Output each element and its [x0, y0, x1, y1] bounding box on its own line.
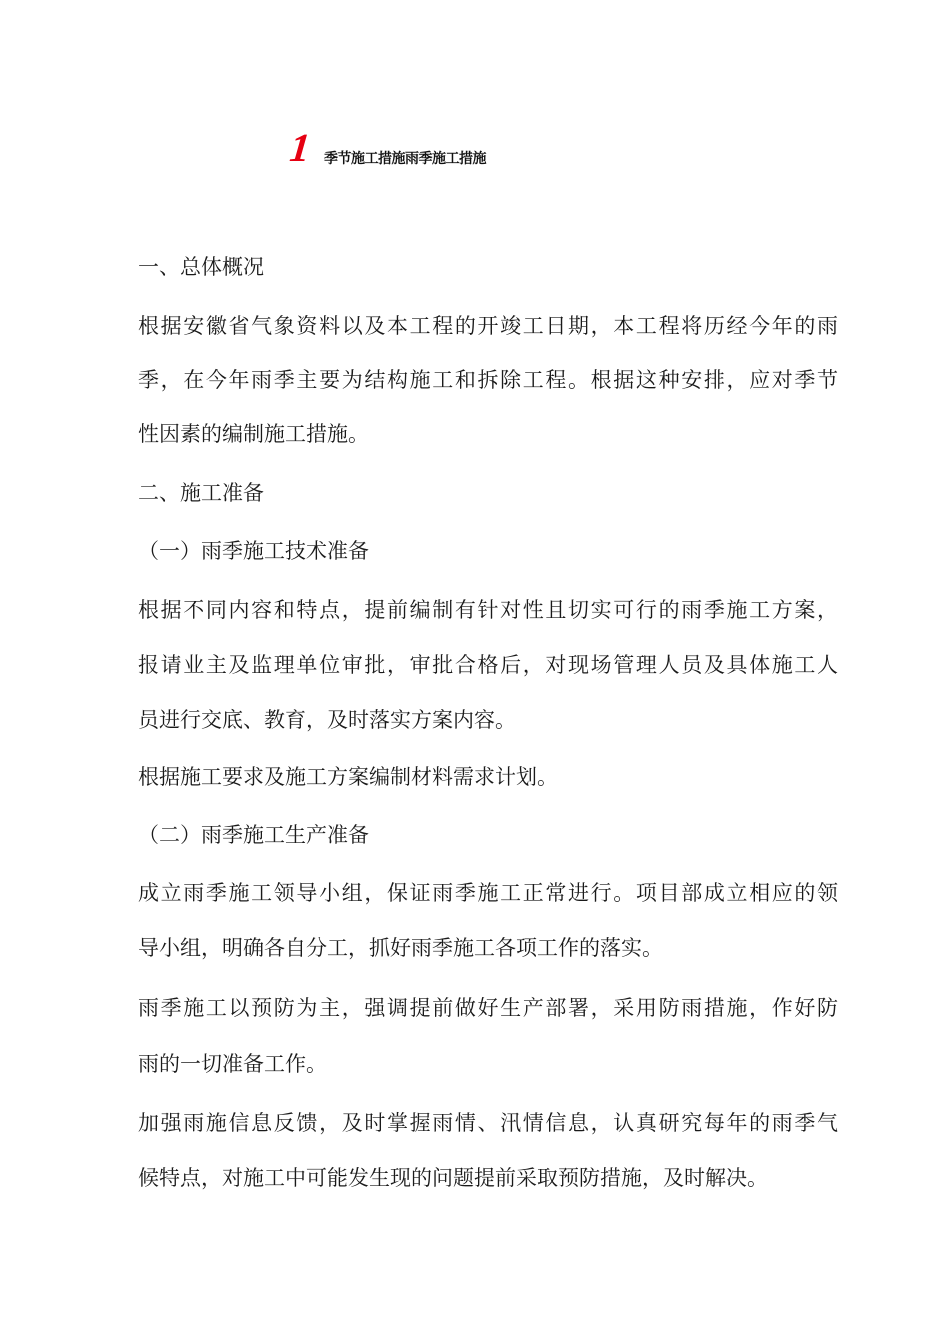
subheading-tech-prep: （一）雨季施工技术准备: [138, 539, 369, 563]
heading-overview: 一、总体概况: [138, 255, 264, 279]
subheading-production-prep: （二）雨季施工生产准备: [138, 823, 369, 847]
paragraph-line: 根据不同内容和特点，提前编制有针对性且切实可行的雨季施工方案，: [138, 598, 838, 622]
paragraph-line: 性因素的编制施工措施。: [138, 422, 369, 446]
paragraph-line: 员进行交底、教育，及时落实方案内容。: [138, 708, 516, 732]
paragraph-line: 季，在今年雨季主要为结构施工和拆除工程。根据这种安排，应对季节: [138, 368, 838, 392]
paragraph-line: 导小组，明确各自分工，抓好雨季施工各项工作的落实。: [138, 936, 663, 960]
paragraph-line: 雨的一切准备工作。: [138, 1052, 327, 1076]
paragraph-line: 雨季施工以预防为主，强调提前做好生产部署，采用防雨措施，作好防: [138, 996, 838, 1020]
title-text: 季节施工措施雨季施工措施: [324, 151, 486, 167]
heading-preparation: 二、施工准备: [138, 481, 264, 505]
paragraph-line: 加强雨施信息反馈，及时掌握雨情、汛情信息，认真研究每年的雨季气: [138, 1111, 838, 1135]
paragraph-line: 根据施工要求及施工方案编制材料需求计划。: [138, 765, 558, 789]
paragraph-line: 成立雨季施工领导小组，保证雨季施工正常进行。项目部成立相应的领: [138, 881, 838, 905]
paragraph-line: 报请业主及监理单位审批，审批合格后，对现场管理人员及具体施工人: [138, 653, 838, 677]
paragraph-line: 候特点，对施工中可能发生现的问题提前采取预防措施，及时解决。: [138, 1166, 768, 1190]
paragraph-line: 根据安徽省气象资料以及本工程的开竣工日期，本工程将历经今年的雨: [138, 314, 838, 338]
document-title: [287, 118, 486, 170]
title-number: 1: [287, 125, 313, 170]
